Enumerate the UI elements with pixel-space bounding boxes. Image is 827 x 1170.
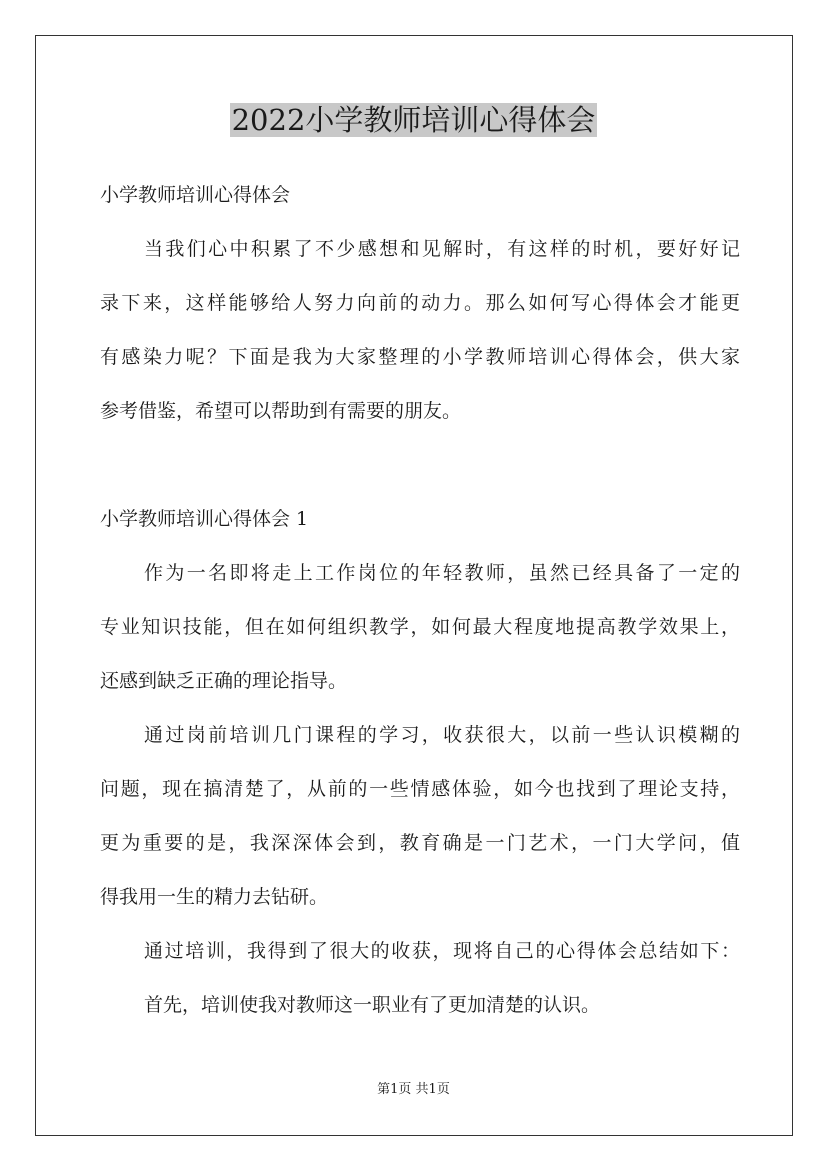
paragraph-line: 当我们心中积累了不少感想和见解时，有这样的时机，要好好记	[144, 238, 740, 260]
paragraph-line: 通过培训，我得到了很大的收获，现将自己的心得体会总结如下：	[144, 940, 740, 962]
paragraph-line: 问题，现在搞清楚了，从前的一些情感体验，如今也找到了理论支持，	[100, 778, 740, 800]
paragraph-line: 得我用一生的精力去钻研。	[100, 886, 329, 908]
paragraph-line: 专业知识技能，但在如何组织教学，如何最大程度地提高教学效果上，	[100, 616, 740, 638]
paragraph-line: 通过岗前培训几门课程的学习，收获很大，以前一些认识模糊的	[144, 724, 740, 746]
paragraph-line: 参考借鉴，希望可以帮助到有需要的朋友。	[100, 400, 462, 422]
paragraph-line: 有感染力呢？下面是我为大家整理的小学教师培训心得体会，供大家	[100, 346, 740, 368]
document-title-text: 2022小学教师培训心得体会	[231, 103, 596, 137]
page-number-footer: 第1页 共1页	[377, 1082, 450, 1097]
paragraph-line: 更为重要的是，我深深体会到，教育确是一门艺术，一门大学问，值	[100, 832, 740, 854]
document-title	[0, 98, 827, 142]
paragraph-line: 录下来，这样能够给人努力向前的动力。那么如何写心得体会才能更	[100, 292, 740, 314]
paragraph-line: 首先，培训使我对教师这一职业有了更加清楚的认识。	[144, 994, 601, 1016]
paragraph-line: 作为一名即将走上工作岗位的年轻教师，虽然已经具备了一定的	[144, 562, 740, 584]
section-heading-1: 小学教师培训心得体会 1	[100, 508, 309, 530]
paragraph-line: 还感到缺乏正确的理论指导。	[100, 670, 348, 692]
section-heading-intro: 小学教师培训心得体会	[100, 184, 291, 206]
